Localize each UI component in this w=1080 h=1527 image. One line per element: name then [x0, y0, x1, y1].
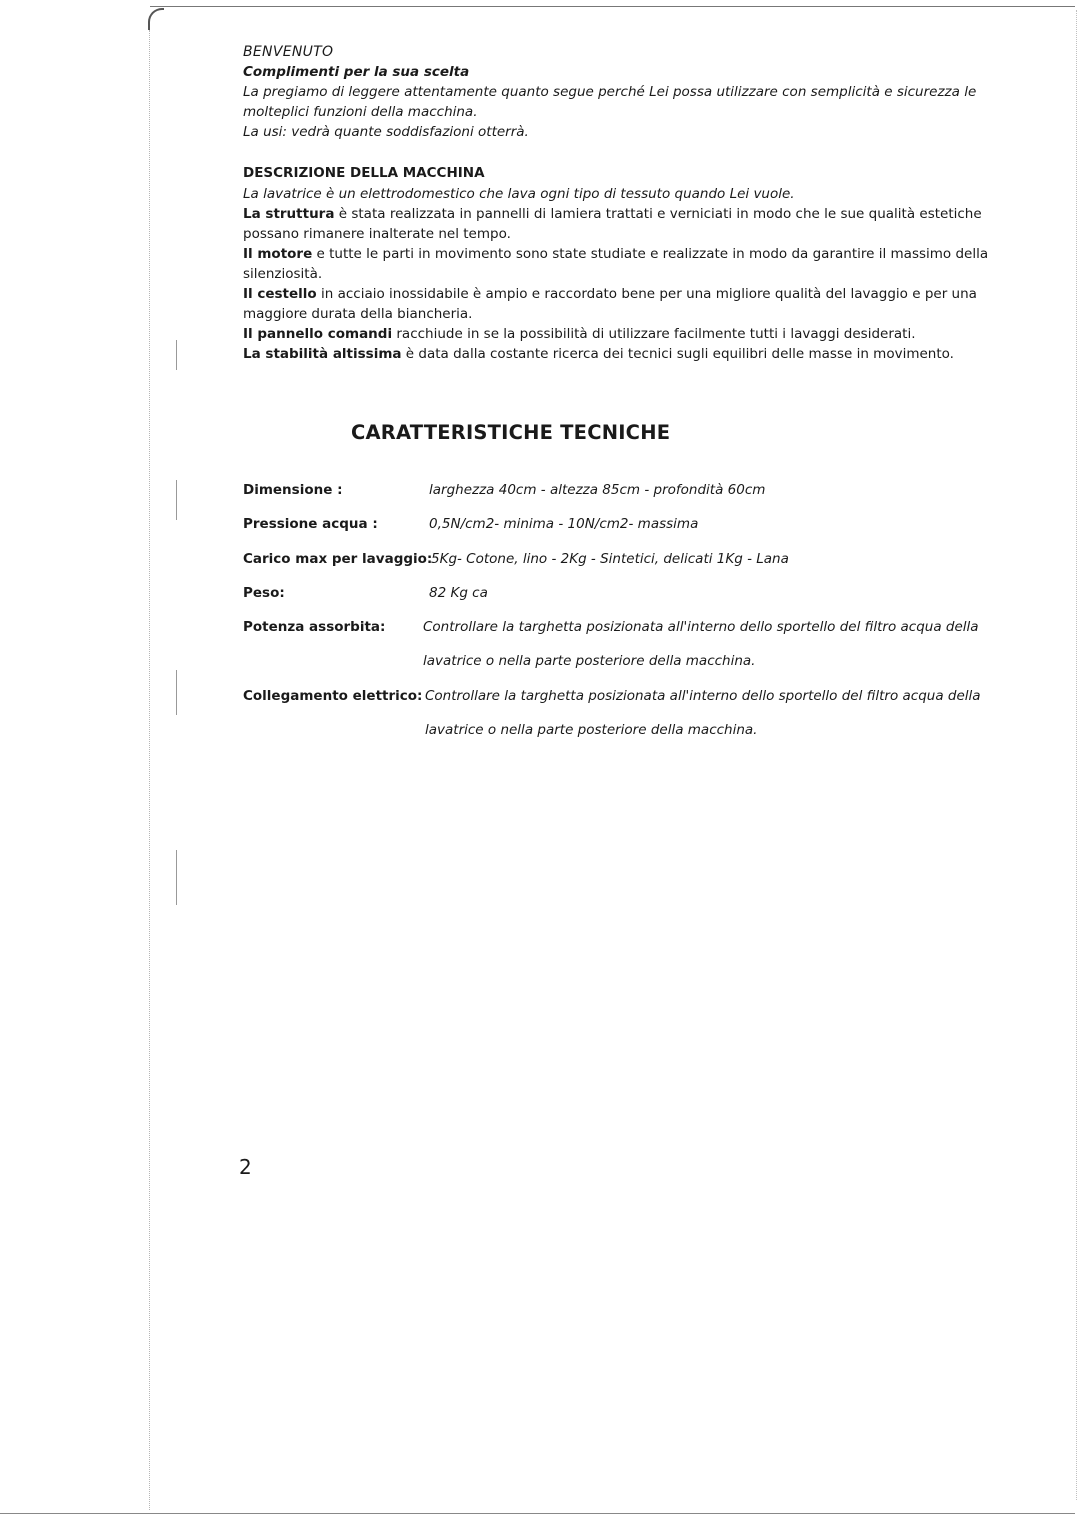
description-paragraph-motor: [243, 244, 1023, 284]
scan-corner-mark: [148, 8, 164, 30]
term: Il motore: [243, 246, 313, 262]
spec-value: 82 Kg ca: [429, 585, 488, 601]
spec-value: 5Kg- Cotone, lino - 2Kg - Sintetici, delicati 1Kg - Lana: [431, 551, 789, 567]
term: La struttura: [243, 206, 335, 222]
description-paragraph-stability: [243, 344, 1023, 364]
term: Il pannello comandi: [243, 326, 393, 342]
spec-label: Collegamento elettrico:: [243, 688, 423, 704]
scan-tick: [176, 480, 177, 520]
term: La stabilità altissima: [243, 346, 402, 362]
spec-label: Pressione acqua :: [243, 516, 378, 532]
description-paragraph-structure: [243, 204, 1023, 244]
spec-label: Potenza assorbita:: [243, 619, 386, 635]
scan-tick: [176, 850, 177, 905]
scan-tick: [176, 670, 177, 715]
spec-value: larghezza 40cm - altezza 85cm - profondità 60cm: [429, 482, 766, 498]
specs-heading: CARATTERISTICHE TECNICHE: [351, 421, 671, 444]
welcome-subtitle: Complimenti per la sua scelta: [243, 64, 470, 80]
paragraph-text: è stata realizzata in pannelli di lamiera trattati e verniciati in modo che le sue qualità estetiche possano rimanere inalterate nel tempo.: [243, 206, 982, 242]
spec-label: Peso:: [243, 585, 285, 601]
scan-edge-right: [1076, 10, 1077, 1500]
paragraph-text: racchiude in se la possibilità di utilizzare facilmente tutti i lavaggi desiderati.: [392, 326, 916, 342]
description-intro: La lavatrice è un elettrodomestico che lava ogni tipo di tessuto quando Lei vuole.: [243, 186, 795, 202]
welcome-text: La usi: vedrà quante soddisfazioni otterrà.: [243, 124, 529, 140]
spec-value: 0,5N/cm2- minima - 10N/cm2- massima: [429, 516, 699, 532]
spec-value: Controllare la targhetta posizionata all'interno dello sportello del filtro acqua della lavatrice o nella parte posteriore della macchina.: [425, 688, 981, 738]
paragraph-text: e tutte le parti in movimento sono state studiate e realizzate in modo da garantire il massimo della silenziosità.: [243, 246, 989, 282]
spec-label: Carico max per lavaggio:: [243, 551, 433, 567]
description-heading: DESCRIZIONE DELLA MACCHINA: [243, 165, 485, 181]
paragraph-text: in acciaio inossidabile è ampio e raccordato bene per una migliore qualità del lavaggio e per una maggiore durata della biancheria.: [243, 286, 977, 322]
description-paragraph-control-panel: [243, 324, 1023, 344]
scan-edge-bottom: [0, 1513, 1075, 1514]
scan-tick: [176, 340, 177, 370]
spec-value: Controllare la targhetta posizionata all'interno dello sportello del filtro acqua della lavatrice o nella parte posteriore della macchina.: [423, 619, 979, 669]
page-number: 2: [239, 1155, 252, 1179]
term: Il cestello: [243, 286, 317, 302]
intro-content: [243, 42, 1023, 364]
paragraph-text: è data dalla costante ricerca dei tecnici sugli equilibri delle masse in movimento.: [401, 346, 954, 362]
description-paragraph-drum: [243, 284, 1023, 324]
spec-label: Dimensione :: [243, 482, 343, 498]
welcome-text: La pregiamo di leggere attentamente quanto segue perché Lei possa utilizzare con semplicità e sicurezza le molteplici funzioni della macchina.: [243, 84, 977, 120]
scan-edge-left: [149, 30, 150, 1510]
welcome-title: BENVENUTO: [243, 44, 334, 60]
scan-edge-top: [150, 6, 1075, 7]
